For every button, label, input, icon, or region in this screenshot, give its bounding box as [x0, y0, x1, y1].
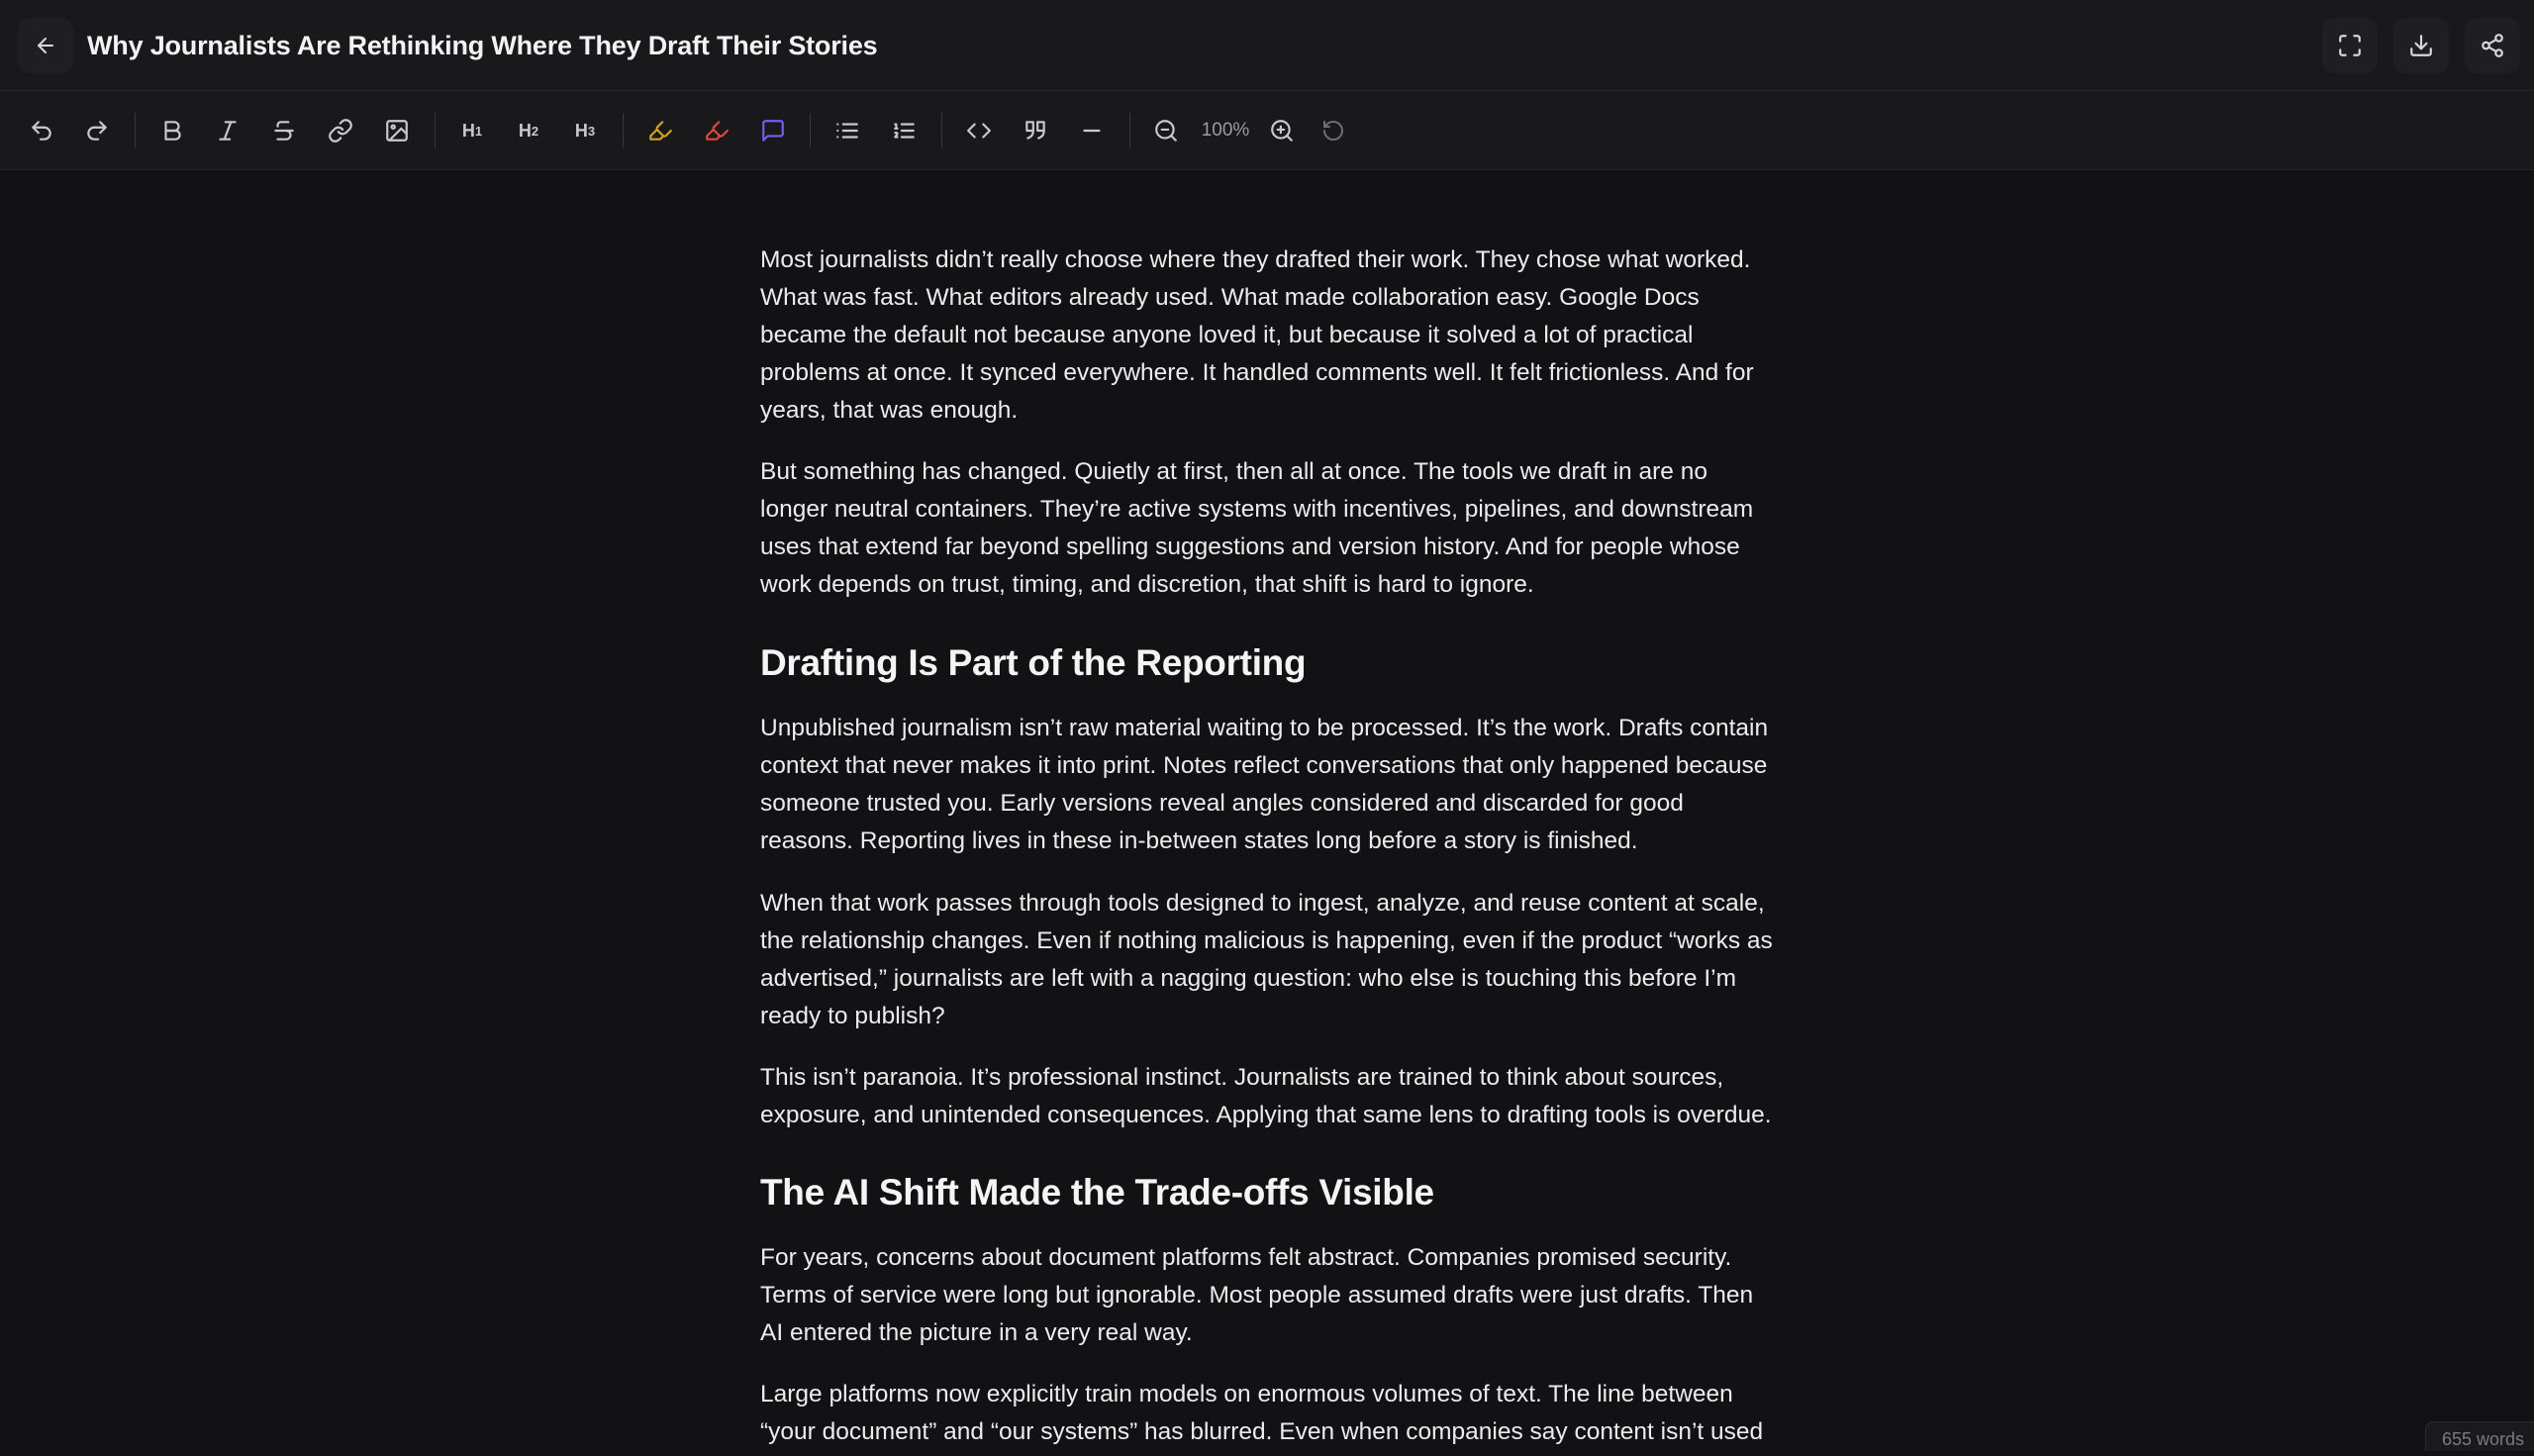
strikethrough-icon [271, 118, 297, 144]
undo-button[interactable] [18, 107, 65, 154]
comment-button[interactable] [749, 107, 797, 154]
highlight-button[interactable] [636, 107, 684, 154]
text-color-button[interactable] [693, 107, 740, 154]
link-icon [328, 118, 353, 144]
image-icon [384, 118, 410, 144]
toolbar-divider [623, 113, 624, 148]
toolbar-divider [135, 113, 136, 148]
zoom-level: 100% [1198, 107, 1253, 154]
strikethrough-button[interactable] [260, 107, 308, 154]
title-bar [0, 0, 2534, 91]
minus-icon [1079, 118, 1105, 144]
heading-2-button[interactable]: H 2 [505, 107, 552, 154]
back-button[interactable] [18, 18, 73, 73]
link-button[interactable] [317, 107, 364, 154]
paragraph[interactable]: But something has changed. Quietly at first, then all at once. The tools we draft in are no longer neutral containers. They’re active systems with incentives, pipelines, and downstream uses that extend far beyond spelling suggestions and version history. And for people whose work depends on trust, timing, and discretion, that shift is hard to ignore. [760, 453, 1774, 604]
paragraph[interactable]: Unpublished journalism isn’t raw material waiting to be processed. It’s the work. Drafts contain context that never makes it into print. Notes reflect conversations that only happened because someone trusted you. Early versions reveal angles considered and discarded for good reasons. Reporting lives in these in-between states long before a story is finished. [760, 710, 1774, 860]
bullet-list-button[interactable] [824, 107, 871, 154]
section-heading[interactable]: Drafting Is Part of the Reporting [760, 639, 1306, 687]
comment-icon [760, 118, 786, 144]
bullet-list-icon [834, 118, 860, 144]
highlighter-icon [647, 118, 673, 144]
share-button[interactable] [2465, 18, 2520, 73]
bold-button[interactable] [148, 107, 196, 154]
heading-1-button[interactable]: H 1 [448, 107, 496, 154]
reset-zoom-button[interactable] [1310, 107, 1357, 154]
text-color-icon [704, 118, 730, 144]
insert-image-button[interactable] [373, 107, 421, 154]
toolbar-divider [810, 113, 811, 148]
paragraph[interactable]: Large platforms now explicitly train models on enormous volumes of text. The line between “your document” and “our systems” has blurred. Even when companies say content isn’t used [760, 1376, 1774, 1451]
arrow-left-icon [34, 34, 57, 57]
code-icon [966, 118, 992, 144]
quote-icon [1023, 118, 1048, 144]
bold-icon [159, 118, 185, 144]
document-title: Why Journalists Are Rethinking Where They Draft Their Stories [87, 0, 877, 91]
zoom-out-button[interactable] [1142, 107, 1190, 154]
paragraph[interactable]: For years, concerns about document platforms felt abstract. Companies promised security. Terms of service were long but ignorable. Most people assumed drafts were just drafts. Then AI entered the picture in a very real way. [760, 1239, 1774, 1352]
numbered-list-button[interactable] [880, 107, 927, 154]
download-button[interactable] [2393, 18, 2449, 73]
italic-icon [215, 118, 241, 144]
toolbar-divider [941, 113, 942, 148]
section-heading[interactable]: The AI Shift Made the Trade-offs Visible [760, 1169, 1434, 1216]
toolbar-divider [1129, 113, 1130, 148]
paragraph[interactable]: This isn’t paranoia. It’s professional instinct. Journalists are trained to think about sources, exposure, and unintended consequences. Applying that same lens to drafting tools is overdue. [760, 1059, 1774, 1134]
zoom-in-icon [1269, 118, 1295, 144]
zoom-in-button[interactable] [1258, 107, 1306, 154]
italic-button[interactable] [204, 107, 251, 154]
reset-icon [1321, 119, 1345, 143]
fullscreen-icon [2337, 33, 2363, 58]
heading-3-button[interactable]: H 3 [561, 107, 609, 154]
redo-button[interactable] [73, 107, 121, 154]
fullscreen-button[interactable] [2322, 18, 2378, 73]
redo-icon [84, 118, 110, 144]
paragraph[interactable]: When that work passes through tools designed to ingest, analyze, and reuse content at scale, the relationship changes. Even if nothing malicious is happening, even if the product “works as advertised,” journalists are left with a nagging question: who else is touching this before I’m ready to publish? [760, 885, 1774, 1035]
horizontal-rule-button[interactable] [1068, 107, 1116, 154]
title-actions [2322, 18, 2520, 73]
blockquote-button[interactable] [1012, 107, 1059, 154]
numbered-list-icon [891, 118, 917, 144]
word-count: 655 words [2425, 1421, 2534, 1451]
formatting-toolbar [0, 91, 2534, 170]
undo-icon [29, 118, 54, 144]
toolbar-divider [435, 113, 436, 148]
code-button[interactable] [955, 107, 1003, 154]
download-icon [2408, 33, 2434, 58]
paragraph[interactable]: Most journalists didn’t really choose where they drafted their work. They chose what worked. What was fast. What editors already used. What made collaboration easy. Google Docs became the default not because anyone loved it, but because it solved a lot of practical problems at once. It synced everywhere. It handled comments well. It felt frictionless. And for years, that was enough. [760, 242, 1774, 430]
share-icon [2480, 33, 2505, 58]
zoom-out-icon [1153, 118, 1179, 144]
